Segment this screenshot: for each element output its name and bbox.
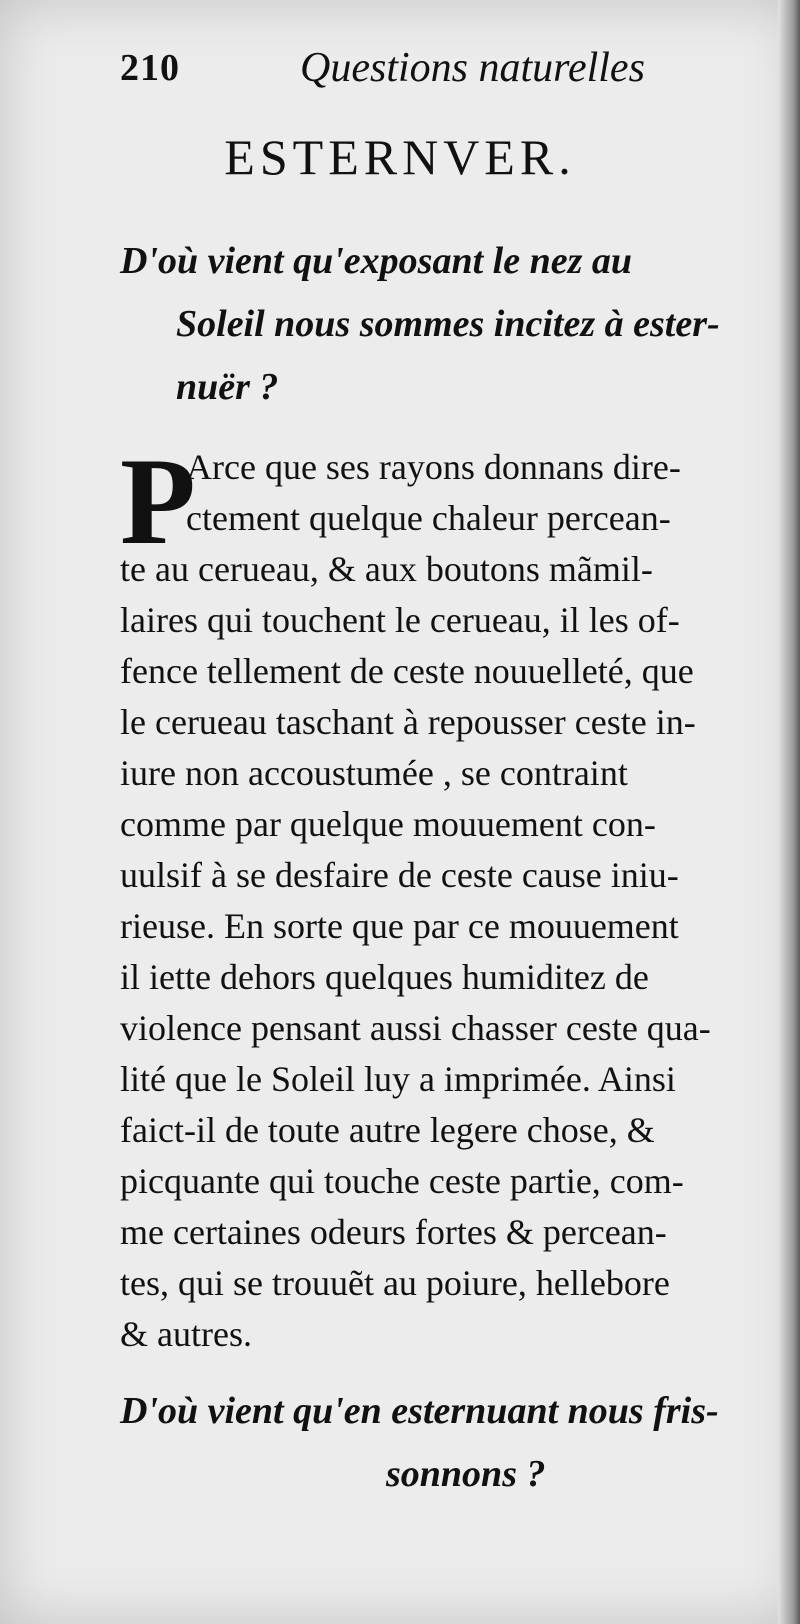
paragraph-line: me certaines odeurs fortes & percean- bbox=[120, 1212, 667, 1252]
paragraph-line: iure non accoustumée , se contraint bbox=[120, 753, 628, 793]
page-edge-shadow bbox=[778, 0, 800, 1624]
paragraph-line: lité que le Soleil luy a imprimée. Ainsi bbox=[120, 1059, 676, 1099]
paragraph-line: ctement quelque chaleur percean- bbox=[186, 498, 671, 538]
page-number: 210 bbox=[120, 47, 180, 89]
paragraph-line: & autres. bbox=[120, 1314, 252, 1354]
paragraph-line: faict-il de toute autre legere chose, & bbox=[120, 1110, 655, 1150]
question-heading-1 bbox=[120, 230, 780, 419]
paragraph-line: uulsif à se desfaire de ceste cause iniu- bbox=[120, 855, 679, 895]
paragraph-line: fence tellement de ceste nouuelleté, que bbox=[120, 651, 694, 691]
paragraph-line: violence pensant aussi chasser ceste qua- bbox=[120, 1008, 711, 1048]
paragraph-line: le cerueau taschant à repousser ceste in- bbox=[120, 702, 696, 742]
paragraph-line: rieuse. En sorte que par ce mouuement bbox=[120, 906, 679, 946]
running-title: Questions naturelles bbox=[300, 45, 645, 91]
paragraph-line: laires qui touchent le cerueau, il les of- bbox=[120, 600, 680, 640]
question-line: nuër ? bbox=[176, 366, 279, 408]
running-head bbox=[120, 40, 680, 100]
paragraph-line: te au cerueau, & aux boutons mãmil- bbox=[120, 549, 653, 589]
section-title: ESTERNVER. bbox=[224, 129, 576, 185]
question-line: sonnons ? bbox=[386, 1453, 546, 1495]
drop-cap: P bbox=[120, 433, 196, 570]
paragraph-line: picquante qui touche ceste partie, com- bbox=[120, 1161, 684, 1201]
paragraph-line: il iette dehors quelques humiditez de bbox=[120, 957, 649, 997]
paragraph-line: comme par quelque mouuement con- bbox=[120, 804, 656, 844]
question-line: D'où vient qu'en esternuant nous fris- bbox=[120, 1390, 719, 1432]
question-heading-2 bbox=[120, 1380, 780, 1506]
paragraph-line: Arce que ses rayons donnans dire- bbox=[186, 447, 681, 487]
question-line: D'où vient qu'exposant le nez au bbox=[120, 240, 632, 282]
answer-paragraph bbox=[120, 433, 780, 1360]
paragraph-line: tes, qui se trouuẽt au poiure, hellebore bbox=[120, 1263, 670, 1303]
question-line: Soleil nous sommes incitez à ester- bbox=[176, 303, 720, 345]
